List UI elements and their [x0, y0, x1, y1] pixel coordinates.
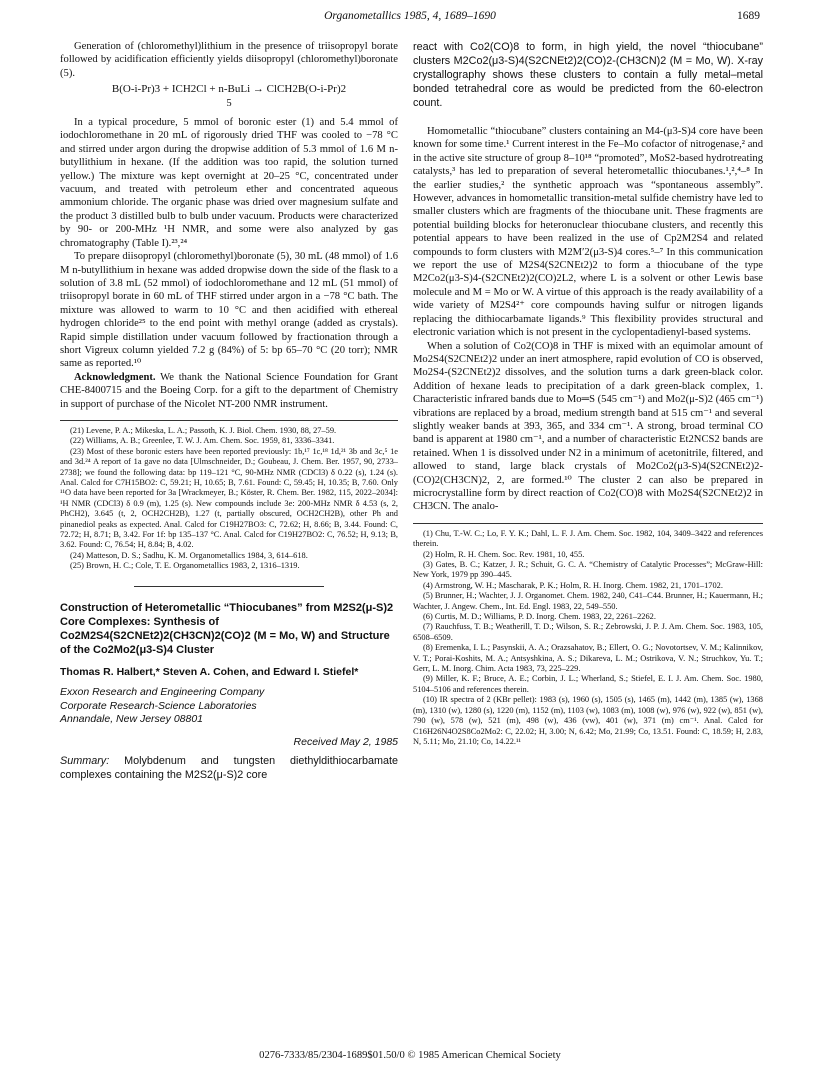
article-affiliation: Exxon Research and Engineering Company Corporate Research-Science Laboratories Annandale, New Jersey 08801 [60, 686, 265, 726]
right-paragraph-1: Homometallic “thiocubane” clusters containing an M4-(μ3-S)4 core have been known for some time.¹ Current interest in the Fe–Mo cofactor of nitrogenase,² and in the active site structure of group 8–10¹⁸ “promoted”, MoS2-based hydrotreating catalysts,³ has led to preparation of several heterometallic thiocubanes.¹,²,⁴–⁸ In the earlier studies,² the synthetic approach was “spontaneous assembly”. However, advances in homometallic transition-metal sulfide chemistry have led to smaller clusters which are fragments of the thiocubane unit. These fragments are potential building blocks for heteronuclear thiocubane clusters, and recently this potential appears to have been realized in the use of Cp2M2S4 and related compounds to form clusters with M2M′2(μ3-S)4 cores.⁵–⁷ In this communication we report the use of M2S4(S2CNEt2)2 to form a thiocubane of the type M2Co2(μ3-S)4-(S2CNEt2)2(CO)2L2, where L is a solvent or other Lewis base molecule and M = Mo or W. A virtue of this approach is the ready availability of a wide variety of M2S4²⁺ core compounds having sulfur or nitrogen ligands replacing the dithiocarbamate ligands.⁹ This flexibility provides structural and electronic variation which is not present in the cyclopentadienyl-based systems. [413, 126, 763, 339]
running-head [60, 10, 760, 30]
footnote-divider [413, 523, 763, 524]
right-column [413, 40, 763, 747]
reference-item: (21) Levene, P. A.; Mikeska, L. A.; Passoth, K. J. Biol. Chem. 1930, 88, 27–59. [70, 425, 337, 435]
reference-item: (6) Curtis, M. D.; Williams, P. D. Inorg. Chem. 1983, 22, 2261–2262. [423, 612, 656, 622]
left-column [60, 40, 398, 782]
left-paragraph-2: In a typical procedure, 5 mmol of boronic ester (1) and 5.4 mmol of iodochloromethane in 20 mL of rigorously dried THF was cooled to −78 °C and stirred under argon during the dropwise addition of 5.3 mmol of 1.6 M n-butyllithium in hexane. (If the addition was too rapid, the solution turned yellow.) The mixture was kept overnight at 20–25 °C, concentrated under vacuum, and treated with petroleum ether and concentrated aqueous ammonium chloride. The organic phase was dried over magnesium sulfate and the product 3 distilled bulb to bulb under vacuum. Products were characterized by 90- or 200-MHz ¹H NMR, and some were also analyzed by gas chromatography (Table I).²³,²⁴ [60, 117, 398, 249]
reference-item: (8) Eremenka, I. L.; Pasynskii, A. A.; Orazsahatov, B.; Ellert, O. G.; Novotortsev, V. M.; Kalinnikov, V. T.; Porai-Koshits, M. A.; Antsyshkina, A. S.; Dikareva, L. M.; Ostrikova, V. N.; Struchkov, Yu. T.; Gerr, L. M. Inorg. Chim. Acta 1983, 73, 225–229. [413, 643, 763, 674]
acknowledgment-text: We thank the National Science Foundation for Grant CHE-8400715 and the Boeing Corp. for a gift to the department of Chemistry in support of purchase of the Nicolet NT-200 NMR instrument. [60, 371, 398, 410]
acknowledgment [60, 371, 398, 411]
reference-item: (10) IR spectra of 2 (KBr pellet): 1983 (s), 1960 (s), 1505 (s), 1465 (m), 1442 (m), 1385 (w), 1368 (m), 1310 (w), 1280 (s), 1220 (m), 1152 (m), 1103 (w), 1083 (m), 1008 (w), 976 (w), 922 (w), 851 (w), 790 (w), 578 (w), 521 (m), 498 (w), 436 (vw), 401 (w), 371 (m) cm⁻¹. Anal. Calcd for C16H26N4O2S8Co2Mo2: C, 22.02; H, 3.00; N, 6.42; Mo, 21.99; Co, 13.51. Found: C, 18.59; H, 2.83, N, 5.11; Mo, 21.10; Co, 14.22.¹¹ [413, 695, 763, 746]
journal-citation: Organometallics 1985, 4, 1689–1690 [324, 10, 496, 22]
article-authors: Thomas R. Halbert,* Steven A. Cohen, and Edward I. Stiefel* [60, 665, 359, 678]
page-number: 1689 [737, 10, 760, 22]
left-paragraph-1: Generation of (chloromethyl)lithium in the presence of triisopropyl borate followed by acidification efficiently yields diisopropyl (chloromethyl)boronate (5). [60, 41, 398, 79]
summary-continuation: react with Co2(CO)8 to form, in high yield, the novel “thiocubane” clusters M2Co2(μ3-S)4(S2CNEt2)2(CO)2-(CH3CN)2 (M = Mo, W). X-ray crystallography shows these clusters to contain a fully metal–metal bonded tetrahedral core as would be predicted from the 60-electron count. [413, 41, 763, 109]
reference-item: (1) Chu, T.-W. C.; Lo, F. Y. K.; Dahl, L. F. J. Am. Chem. Soc. 1982, 104, 3409–3422 and references therein. [413, 528, 763, 549]
left-references [60, 426, 398, 572]
right-paragraph-2: When a solution of Co2(CO)8 in THF is mixed with an equimolar amount of Mo2S4(S2CNEt2)2 under an inert atmosphere, rapid evolution of CO is observed, Mo2S4-(S2CNEt2)2 dissolves, and the solution turns a dark green-black color. Addition of hexane leads to precipitation of a dark green-black complex, 1. Characteristic infrared bands due to Mo═S (545 cm⁻¹) and Mo2(μ-S)2 (465 cm⁻¹) vibrations are replaced by a broad, medium strength band at 515 cm⁻¹ and several slightly weaker bands at 393, 365, and 334 cm⁻¹. A strong, broad terminal CO band is apparent at 1980 cm⁻¹, and a number of characteristic Et2NCS2 bands are retained. When 1 is dissolved under N2 in a minimum of acetonitrile, filtered, and allowed to stand, large black crystals of Mo2Co2(μ3-S)4(S2CNEt2)2-(CO)2(CH3CN)2, 2, are formed.¹⁰ The cluster 2 can also be prepared in microcrystalline form by direct reaction of Co2(CO)8 with Mo2S4(S2CNEt2)2 in CH3CN. The analo- [413, 340, 763, 513]
footnote-divider [60, 420, 398, 421]
reference-item: (2) Holm, R. H. Chem. Soc. Rev. 1981, 10, 455. [423, 549, 585, 559]
page-footer: 0276-7333/85/2304-1689$01.50/0 © 1985 American Chemical Society [259, 1050, 561, 1061]
reference-item: (24) Matteson, D. S.; Sadhu, K. M. Organometallics 1984, 3, 614–618. [70, 550, 308, 560]
equation: B(O-i-Pr)3 + ICH2Cl + n-BuLi → ClCH2B(O-i-Pr)2 [111, 83, 347, 96]
acknowledgment-label: Acknowledgment. [74, 371, 156, 383]
reference-item: (22) Williams, A. B.; Greenlee, T. W. J. Am. Chem. Soc. 1959, 81, 3336–3341. [70, 436, 335, 446]
summary [60, 754, 398, 782]
section-divider [134, 586, 324, 587]
reference-item: (5) Brunner, H.; Wachter, J. J. Organomet. Chem. 1982, 240, C41–C44. Brunner, H.; Kauermann, H.; Wachter, J. Angew. Chem., Int. Ed. Engl. 1983, 22, 549–550. [413, 591, 763, 611]
left-paragraph-3: To prepare diisopropyl (chloromethyl)boronate (5), 30 mL (48 mmol) of 1.6 M n-butyllithium in hexane was added dropwise down the side of the flask to a solution of 3.8 mL (52 mmol) of iodochloromethane and 12 mL (51 mmol) of triisopropyl borate in 60 mL of THF stirred under argon in a −78 °C bath. The mixture was allowed to warm to 10 °C and then acidified with ethereal hydrogen chloride²⁵ to the end point with methyl orange (added as crystals). Rapid simple distillation under vacuum followed by fractionation through a short Vigreux column yielded 7.2 g (84%) of 5: bp 65–70 °C (20 torr); NMR same as reported.¹⁰ [60, 251, 398, 370]
summary-text: Molybdenum and tungsten diethyldithiocarbamate complexes containing the M2S2(μ-S)2 core [60, 755, 398, 782]
right-references [413, 529, 763, 748]
reference-item: (3) Gates, B. C.; Katzer, J. R.; Schuit, G. C. A. “Chemistry of Catalytic Processes”; McGraw-Hill: New York, 1979 pp 390–445. [413, 560, 763, 580]
reference-item: (9) Miller, K. F.; Bruce, A. E.; Corbin, J. L.; Wherland, S.; Stiefel, E. I. J. Am. Chem. Soc. 1980, 5104–5106 and references therein. [413, 674, 763, 694]
equation-number: 5 [226, 97, 232, 109]
article-title: Construction of Heterometallic “Thiocubanes” from M2S2(μ-S)2 Core Complexes: Synthesis of Co2M2S4(S2CNEt2)2(CH3CN)2(CO)2 (M = Mo, W) and Structure of the Co2Mo2(μ3-S)4 Cluster [60, 601, 394, 656]
received-date: Received May 2, 1985 [293, 735, 398, 748]
summary-label: Summary: [60, 755, 110, 768]
reference-item: (23) Most of these boronic esters have been reported previously: 1b,¹⁷ 1c,¹⁸ 1d,²¹ 3b and 3c,⁵ 1e and 3d.²⁴ A report of 1a gave no data [Ulmschneider, D.; Goubeau, J. Chem. Ber. 1957, 90, 2733–2738]; we found the following data: bp 119–121 °C, 90-MHz NMR (CDCl3) δ 0.22 (s), 1.24 (s). Anal. Calcd for C7H15BO2: C, 59.21; H, 10.65; B, 7.61. Found: C, 59.45; H, 10.35; B, 7.60. Only ¹¹O data have been reported for 3a [Wrackmeyer, B.; Köster, R. Chem. Ber. 1982, 115, 2022–2034]: ¹H NMR (CDCl3) δ 0.9 (m), 1.25 (s). New compounds include 3e: 200-MHz NMR δ 4.53 (s, 2, PhCH2), 3.645 (t, 2, OCH2CH2B), 1.27 (t, partially obscured, OCH2CH2B), other Ph and pinanediol peaks as expected. Anal. Calcd for C19H27BO3: C, 72.62; H, 8.66; B, 3.44. Found: C, 72.72; H, 8.71; B, 3.42. For 1f: bp 135–137 °C. Anal. Calcd for C19H27BO2: C, 76.52; H, 9.13; B, 3.62. Found: C, 76.54; H, 8.84; B, 4.02. [60, 446, 398, 550]
reference-item: (4) Armstrong, W. H.; Mascharak, P. K.; Holm, R. H. Inorg. Chem. 1982, 21, 1701–1702. [423, 580, 723, 590]
reference-item: (7) Rauchfuss, T. B.; Weatherill, T. D.; Wilson, S. R.; Zebrowski, J. P. J. Am. Chem. Soc. 1983, 105, 6508–6509. [413, 622, 763, 642]
reference-item: (25) Brown, H. C.; Cole, T. E. Organometallics 1983, 2, 1316–1319. [70, 561, 300, 571]
